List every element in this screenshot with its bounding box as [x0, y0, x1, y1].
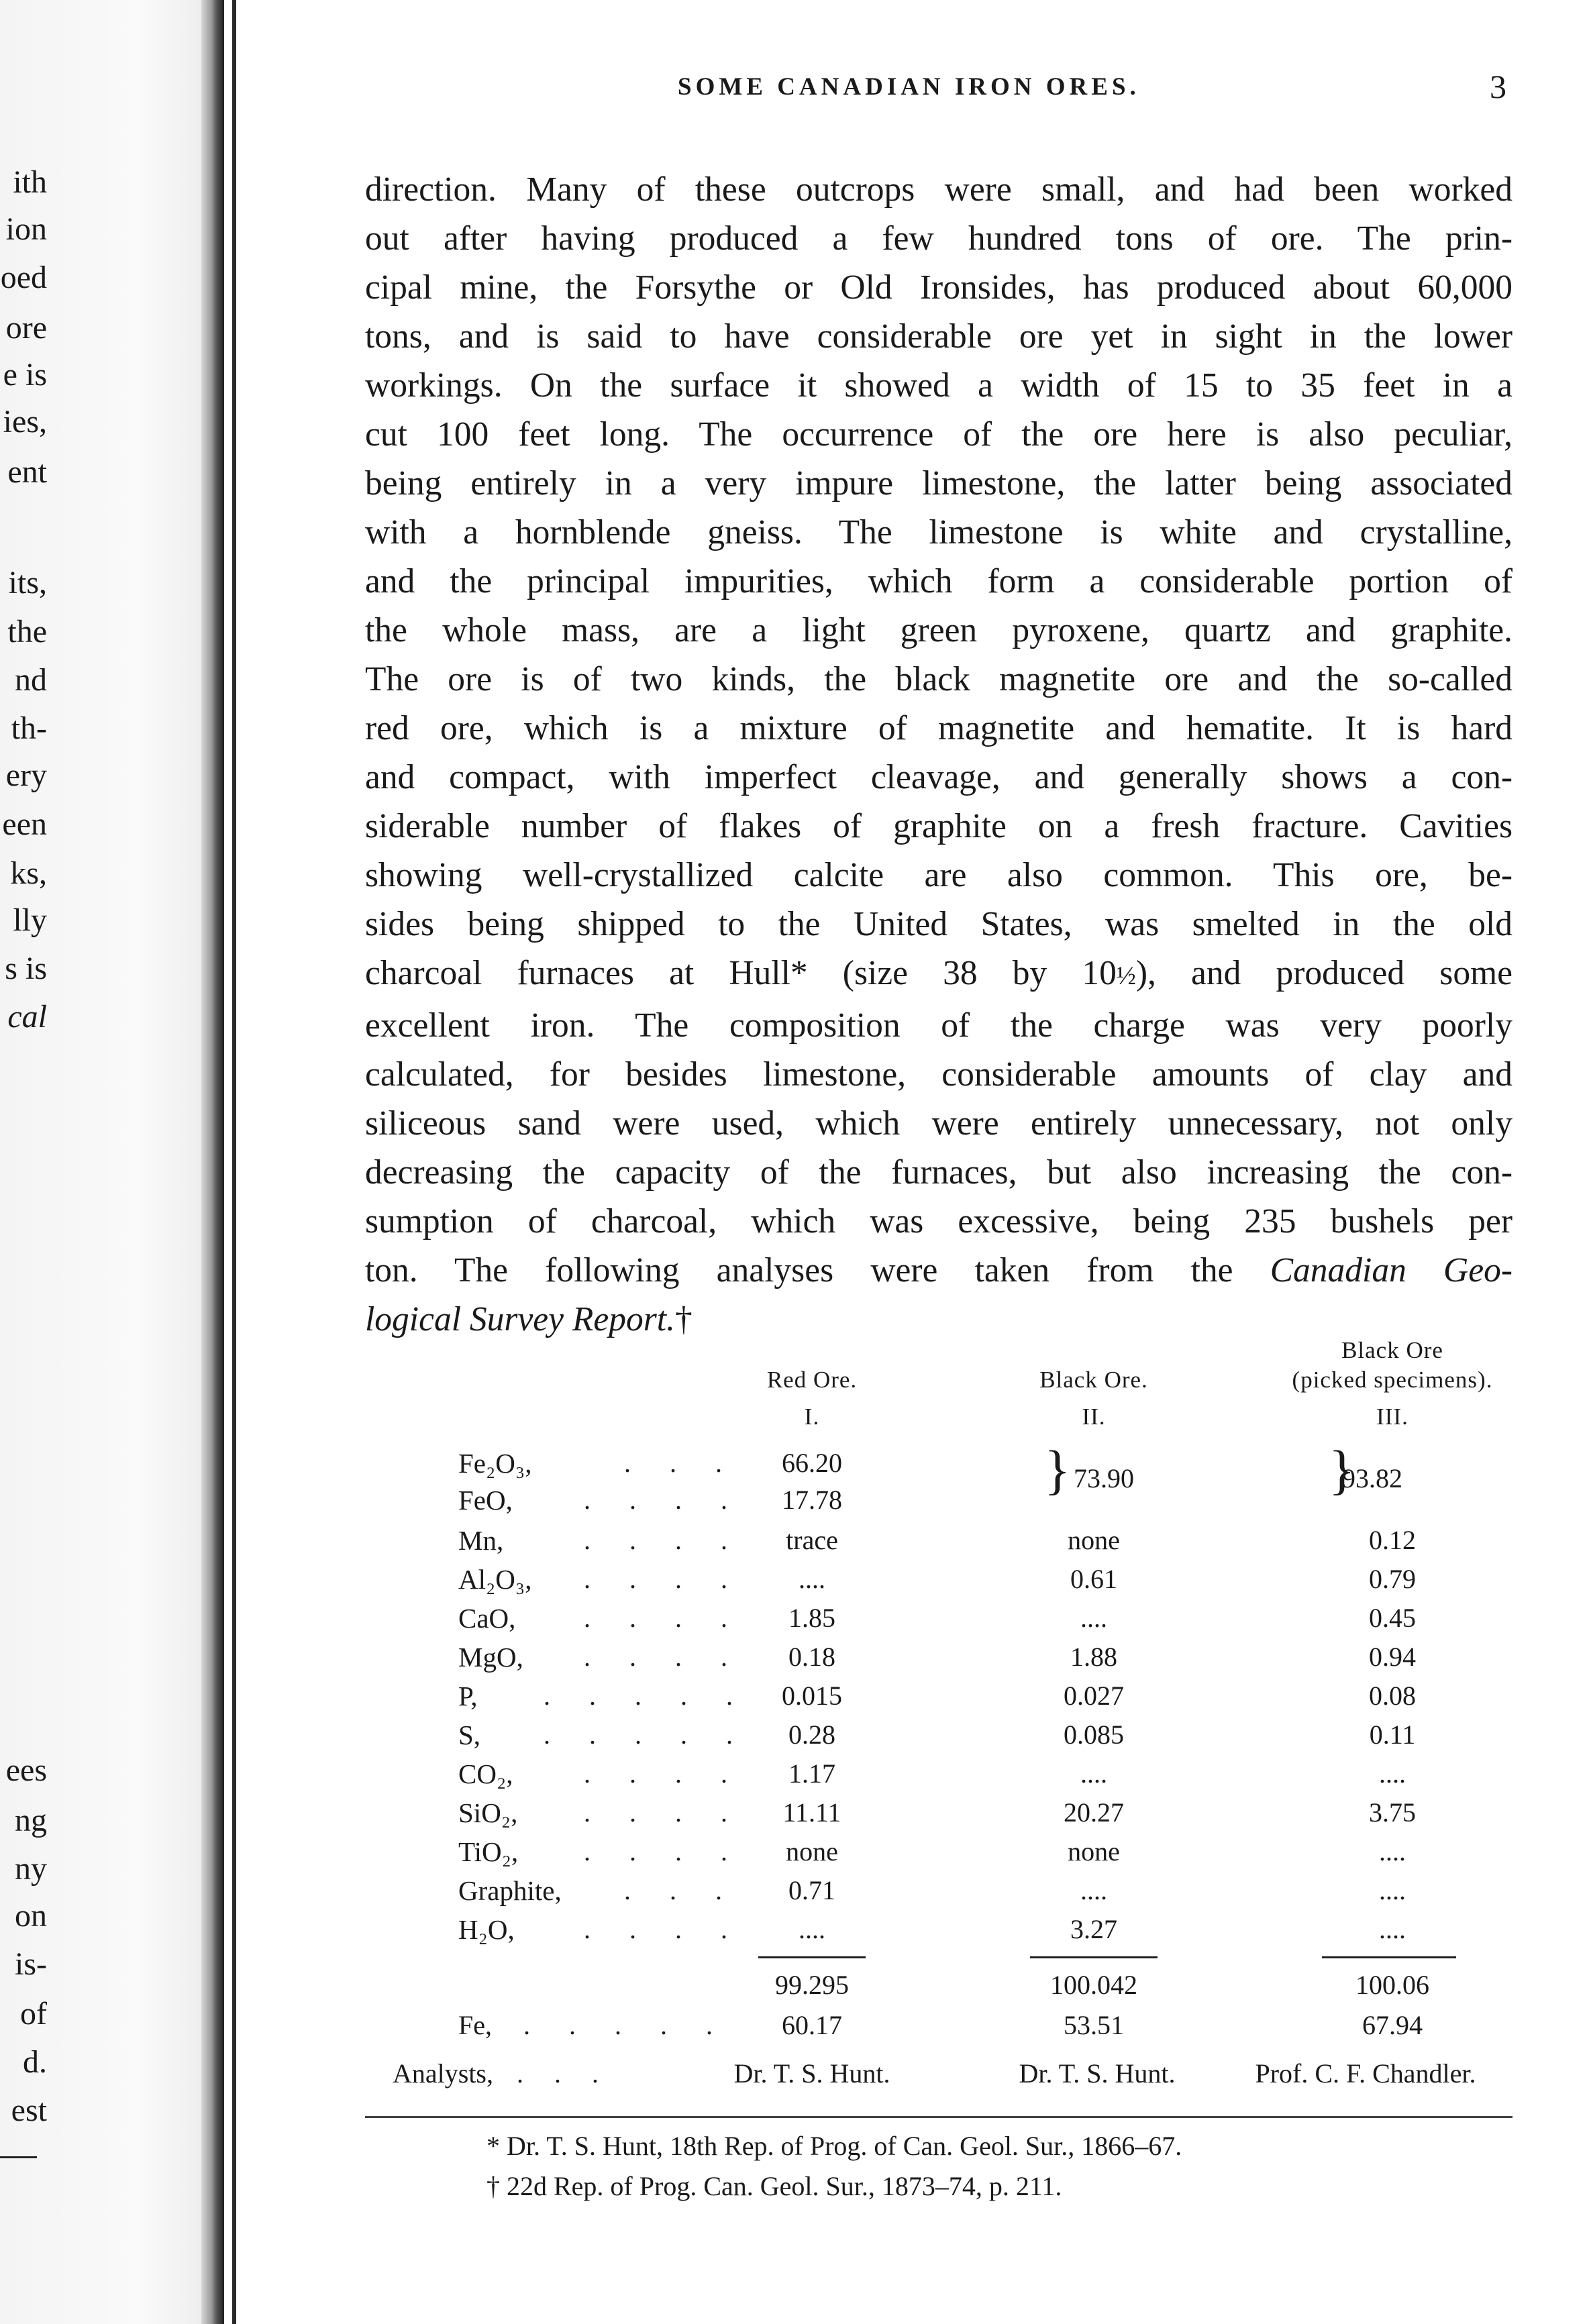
- text-line: decreasing the capacity of the furnaces, but also increasing the con-: [365, 1153, 1513, 1192]
- cell-red-ore: 17.78: [782, 1485, 842, 1515]
- facing-page-fragment: its,: [8, 565, 47, 600]
- facing-page-fragment: lly: [13, 902, 47, 938]
- report-title-italic: Canadian Geo-: [1270, 1251, 1513, 1289]
- total-i: 99.295: [775, 1970, 849, 2000]
- row-label: TiO₂,: [458, 1836, 519, 1867]
- facing-page-fragment: cal: [7, 999, 47, 1035]
- text-line: sides being shipped to the United States, was smelted in the old: [365, 905, 1513, 943]
- leader-dots: ....: [584, 1485, 766, 1515]
- cell-red-ore: 0.015: [782, 1681, 842, 1711]
- text-line: [365, 949, 1513, 1001]
- analysts-row-label: Analysts,: [393, 2058, 493, 2089]
- footnote-rule: [365, 2116, 1513, 2118]
- facing-page-fragment: ks,: [10, 855, 47, 891]
- leader-dots: .....: [523, 2010, 752, 2040]
- text-line: workings. On the surface it showed a width of 15 to 35 feet in a: [365, 366, 1513, 405]
- text-line: [365, 1246, 1513, 1295]
- column-header-black-ore-picked: Black Ore: [1341, 1337, 1443, 1363]
- combined-iron-oxides-ii: 73.90: [1074, 1463, 1134, 1493]
- text-line: out after having produced a few hundred tons of ore. The prin-: [365, 219, 1513, 258]
- total-ii: 100.042: [1050, 1970, 1137, 2000]
- cell-red-ore: 1.85: [788, 1603, 835, 1633]
- facing-page-fragment: th-: [11, 710, 47, 746]
- cell-black-ore: 3.27: [1070, 1914, 1117, 1944]
- gutter-edge-line: [232, 0, 236, 2324]
- row-label: CaO,: [458, 1603, 516, 1634]
- facing-page-fragment: nd: [15, 662, 47, 698]
- cell-black-ore: none: [1068, 1836, 1120, 1866]
- column-numeral-iii: III.: [1376, 1404, 1408, 1430]
- text-line: cipal mine, the Forsythe or Old Ironsides, has produced about 60,000: [365, 268, 1513, 307]
- cell-black-ore-picked: 0.12: [1369, 1525, 1416, 1555]
- leader-dots: ...: [624, 1448, 761, 1478]
- cell-red-ore: 11.11: [782, 1797, 841, 1828]
- brace-bracket: }: [1329, 1439, 1355, 1500]
- row-label: FeO,: [458, 1485, 513, 1516]
- text-line: siderable number of flakes of graphite on a fresh fracture. Cavities: [365, 807, 1513, 845]
- cell-black-ore: ....: [1080, 1875, 1107, 1905]
- facing-page-fragment: d.: [23, 2044, 47, 2080]
- running-title: SOME CANADIAN IRON ORES.: [678, 73, 1140, 101]
- cell-black-ore: 20.27: [1064, 1797, 1124, 1828]
- text-segment: ), and produced some: [1135, 954, 1513, 992]
- body-paragraph: [365, 165, 1513, 1344]
- text-line: showing well-crystallized calcite are also common. This ore, be-: [365, 856, 1513, 894]
- facing-page-fragment: on: [15, 1898, 47, 1934]
- leader-dots: ....: [584, 1914, 766, 1944]
- cell-red-ore: 1.17: [788, 1758, 835, 1789]
- cell-black-ore-picked: 0.79: [1369, 1564, 1416, 1594]
- facing-page-fragment: ery: [5, 757, 47, 793]
- leader-dots: ....: [584, 1797, 766, 1828]
- cell-black-ore: ....: [1080, 1603, 1107, 1633]
- facing-page-fragment: s is: [5, 951, 47, 986]
- facing-page-fragment: the: [7, 614, 47, 649]
- leader-dots: ....: [584, 1758, 766, 1789]
- row-label: Mn,: [458, 1525, 504, 1556]
- facing-page-fragment: est: [11, 2093, 47, 2128]
- footnote-asterisk: * Dr. T. S. Hunt, 18th Rep. of Prog. of Can. Geol. Sur., 1866–67.: [486, 2131, 1182, 2161]
- cell-black-ore-picked: ....: [1379, 1914, 1406, 1944]
- leader-dots: ...: [517, 2058, 629, 2089]
- cell-black-ore: none: [1068, 1525, 1120, 1555]
- text-line: calculated, for besides limestone, considerable amounts of clay and: [365, 1055, 1513, 1094]
- book-gutter: [201, 0, 224, 2324]
- leader-dots: ....: [584, 1642, 766, 1672]
- leader-dots: ....: [584, 1525, 766, 1555]
- facing-page-fragment: ies,: [3, 404, 47, 439]
- text-line: The ore is of two kinds, the black magnetite ore and the so-called: [365, 660, 1513, 698]
- row-label: Al₂O₃,: [458, 1564, 532, 1595]
- facing-page-fragment: ore: [5, 310, 47, 346]
- analyst-iii: Prof. C. F. Chandler.: [1255, 2058, 1476, 2089]
- row-label: CO₂,: [458, 1758, 513, 1789]
- fe-row-label: Fe,: [458, 2010, 492, 2040]
- facing-page-fragment: is-: [15, 1946, 47, 1982]
- text-line: tons, and is said to have considerable ore yet in sight in the lower: [365, 317, 1513, 356]
- facing-page-fragment: een: [2, 806, 47, 842]
- facing-page-fragment: e is: [3, 357, 47, 392]
- leader-dots: ....: [584, 1603, 766, 1633]
- report-title-italic: logical Survey Report.: [365, 1300, 675, 1338]
- fraction-half: ½: [1116, 962, 1136, 990]
- cell-black-ore-picked: ....: [1379, 1875, 1406, 1905]
- text-line: excellent iron. The composition of the charge was very poorly: [365, 1006, 1513, 1045]
- leader-dots: .....: [544, 1720, 772, 1750]
- total-iii: 100.06: [1355, 1970, 1429, 2000]
- text-line: and compact, with imperfect cleavage, and generally shows a con-: [365, 758, 1513, 796]
- text-line: and the principal impurities, which form a considerable portion of: [365, 562, 1513, 600]
- row-label: SiO₂,: [458, 1797, 518, 1828]
- facing-page-rule: [0, 2156, 37, 2158]
- cell-black-ore-picked: ....: [1379, 1836, 1406, 1866]
- page-number: 3: [1490, 68, 1506, 105]
- cell-black-ore: 0.61: [1070, 1564, 1117, 1594]
- text-line: with a hornblende gneiss. The limestone is white and crystalline,: [365, 513, 1513, 551]
- cell-red-ore: 0.18: [788, 1642, 835, 1672]
- column-numeral-ii: II.: [1082, 1404, 1106, 1430]
- sum-rule: [1322, 1956, 1456, 1958]
- column-header-picked-specimens: (picked specimens).: [1292, 1367, 1493, 1393]
- leader-dots: ....: [584, 1564, 766, 1594]
- row-label: H₂O,: [458, 1914, 515, 1945]
- facing-page-fragment: ny: [15, 1851, 47, 1887]
- combined-iron-oxides-iii: 93.82: [1342, 1463, 1402, 1493]
- cell-red-ore: none: [786, 1836, 838, 1866]
- facing-page-fragment: ng: [15, 1803, 47, 1838]
- column-numeral-i: I.: [804, 1404, 820, 1430]
- cell-black-ore: 0.085: [1064, 1720, 1124, 1750]
- cell-red-ore: 0.28: [788, 1720, 835, 1750]
- cell-black-ore-picked: ....: [1379, 1758, 1406, 1789]
- fe-i: 60.17: [782, 2010, 842, 2040]
- leader-dots: ....: [584, 1836, 766, 1866]
- cell-black-ore-picked: 0.45: [1369, 1603, 1416, 1633]
- cell-black-ore-picked: 0.94: [1369, 1642, 1416, 1672]
- text-line: cut 100 feet long. The occurrence of the ore here is also peculiar,: [365, 415, 1513, 454]
- fe-iii: 67.94: [1362, 2010, 1423, 2040]
- column-header-black-ore: Black Ore.: [1039, 1367, 1148, 1393]
- leader-dots: ...: [624, 1875, 761, 1905]
- cell-black-ore-picked: 0.11: [1369, 1720, 1416, 1750]
- text-segment: ton. The following analyses were taken from the: [365, 1251, 1270, 1289]
- leader-dots: .....: [544, 1681, 772, 1711]
- text-line: sumption of charcoal, which was excessive, being 235 bushels per: [365, 1202, 1513, 1240]
- facing-page-fragment: ent: [7, 454, 47, 490]
- cell-black-ore: 0.027: [1064, 1681, 1124, 1711]
- cell-red-ore: 0.71: [788, 1875, 835, 1905]
- fe-ii: 53.51: [1064, 2010, 1124, 2040]
- cell-black-ore-picked: 0.08: [1369, 1681, 1416, 1711]
- cell-red-ore: trace: [786, 1525, 838, 1555]
- footnote-dagger: † 22d Rep. of Prog. Can. Geol. Sur., 1873–74, p. 211.: [486, 2171, 1062, 2201]
- cell-black-ore-picked: 3.75: [1369, 1797, 1416, 1828]
- facing-page-fragment: of: [20, 1996, 47, 2031]
- column-header-red-ore: Red Ore.: [766, 1367, 858, 1393]
- cell-red-ore: 66.20: [782, 1448, 842, 1478]
- cell-black-ore: 1.88: [1070, 1642, 1117, 1672]
- sum-rule: [1030, 1956, 1158, 1958]
- text-line: the whole mass, are a light green pyroxene, quartz and graphite.: [365, 611, 1513, 649]
- row-label: Graphite,: [458, 1875, 562, 1906]
- row-label: Fe₂O₃,: [458, 1448, 532, 1479]
- analyst-i: Dr. T. S. Hunt.: [733, 2058, 890, 2089]
- text-line: direction. Many of these outcrops were small, and had been worked: [365, 170, 1513, 209]
- facing-page-fragment: oed: [0, 260, 47, 295]
- cell-red-ore: ....: [799, 1564, 825, 1594]
- cell-red-ore: ....: [799, 1914, 825, 1944]
- text-line: siliceous sand were used, which were entirely unnecessary, not only: [365, 1104, 1513, 1143]
- row-label: S,: [458, 1720, 481, 1750]
- facing-page-fragment: ion: [5, 211, 47, 247]
- facing-page-fragment: ees: [5, 1752, 47, 1788]
- text-line: red ore, which is a mixture of magnetite and hematite. It is hard: [365, 709, 1513, 747]
- text-line: being entirely in a very impure limestone, the latter being associated: [365, 464, 1513, 503]
- facing-page-fragment: ith: [13, 164, 47, 200]
- row-label: MgO,: [458, 1642, 523, 1673]
- analyst-ii: Dr. T. S. Hunt.: [1019, 2058, 1176, 2089]
- cell-black-ore: ....: [1080, 1758, 1107, 1789]
- brace-bracket: }: [1044, 1439, 1071, 1500]
- row-label: P,: [458, 1681, 478, 1711]
- text-segment: charcoal furnaces at Hull* (size 38 by 10: [365, 954, 1117, 992]
- dagger-mark: †: [674, 1300, 693, 1338]
- sum-rule: [758, 1956, 866, 1958]
